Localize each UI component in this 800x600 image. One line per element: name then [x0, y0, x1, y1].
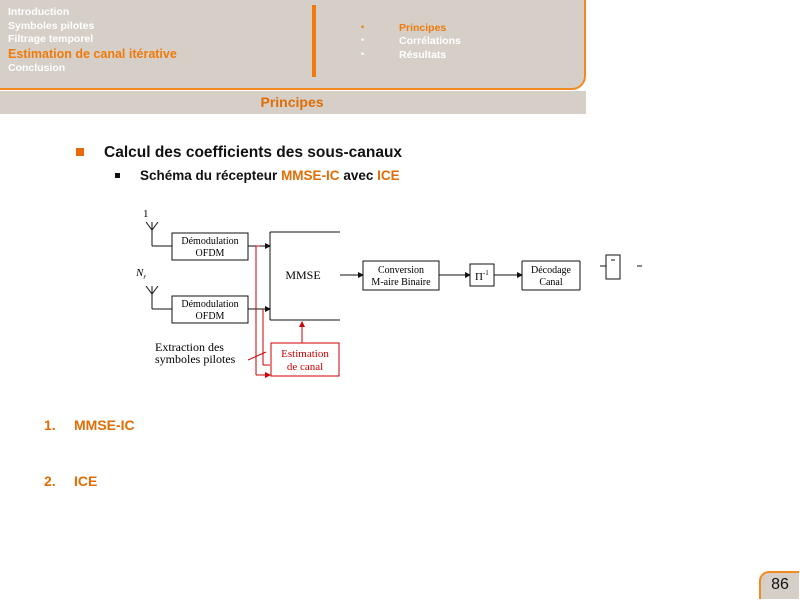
numbered-item-2-number: 2. [44, 473, 56, 489]
bullet-icon: • [361, 49, 365, 59]
square-bullet-icon [76, 148, 84, 156]
antenna-top-label: 1 [143, 208, 149, 220]
mmse-label: MMSE [285, 268, 321, 282]
antenna-bottom-label: $N_r$ [136, 267, 147, 281]
subsection-principes[interactable]: Principes [399, 22, 447, 34]
title-bar [0, 91, 586, 114]
slide-title: Principes [260, 94, 324, 110]
square-bullet-icon [115, 173, 120, 178]
section-estimation-canal[interactable]: Estimation de canal itérative [8, 47, 177, 61]
header-panel [0, 0, 586, 90]
conversion-line1: Conversion [377, 265, 425, 276]
estimation-line1: Estimation [281, 348, 329, 360]
receiver-diagram [130, 200, 650, 390]
estimation-line2: de canal [286, 361, 324, 373]
section-introduction[interactable]: Introduction [8, 6, 70, 18]
bullet-icon: • [361, 35, 365, 45]
bullet-icon: • [361, 22, 365, 32]
bullet2-mmse-ic: MMSE-IC [281, 168, 340, 183]
conversion-line2: M-aire Binaire [371, 277, 431, 288]
section-symboles-pilotes[interactable]: Symboles pilotes [8, 20, 95, 32]
nav-divider [312, 5, 316, 77]
demod-top-line2: OFDM [195, 248, 225, 259]
decoder-line1: Décodage [531, 265, 571, 276]
numbered-item-1-text: MMSE-IC [74, 417, 135, 433]
bullet2-middle: avec [339, 168, 378, 183]
bullet-level1: Calcul des coefficients des sous-canaux [104, 144, 403, 161]
demod-bottom-line2: OFDM [195, 311, 225, 322]
page-number: 86 [771, 576, 789, 593]
page-number-box [759, 571, 799, 599]
extraction-line1: Extraction des [155, 340, 224, 354]
bullet-level2 [140, 168, 400, 183]
output-fragment [600, 255, 642, 279]
subsection-correlations[interactable]: Corrélations [399, 35, 461, 47]
numbered-item-1-number: 1. [44, 417, 56, 433]
section-filtrage-temporel[interactable]: Filtrage temporel [8, 33, 94, 45]
subsection-resultats[interactable]: Résultats [399, 49, 447, 61]
decoder-line2: Canal [539, 277, 563, 288]
bullet2-ice: ICE [377, 168, 400, 183]
antenna-bottom-icon [146, 286, 172, 309]
extraction-line2: symboles pilotes [155, 352, 236, 366]
section-conclusion[interactable]: Conclusion [8, 62, 66, 74]
demod-bottom-line1: Démodulation [181, 299, 239, 310]
bullet2-prefix: Schéma du récepteur [140, 168, 282, 183]
demod-top-line1: Démodulation [181, 236, 239, 247]
numbered-item-2-text: ICE [74, 473, 98, 489]
antenna-top-icon [146, 222, 172, 246]
deinterleaver-label: $\Pi^{-1}$ [475, 269, 489, 283]
